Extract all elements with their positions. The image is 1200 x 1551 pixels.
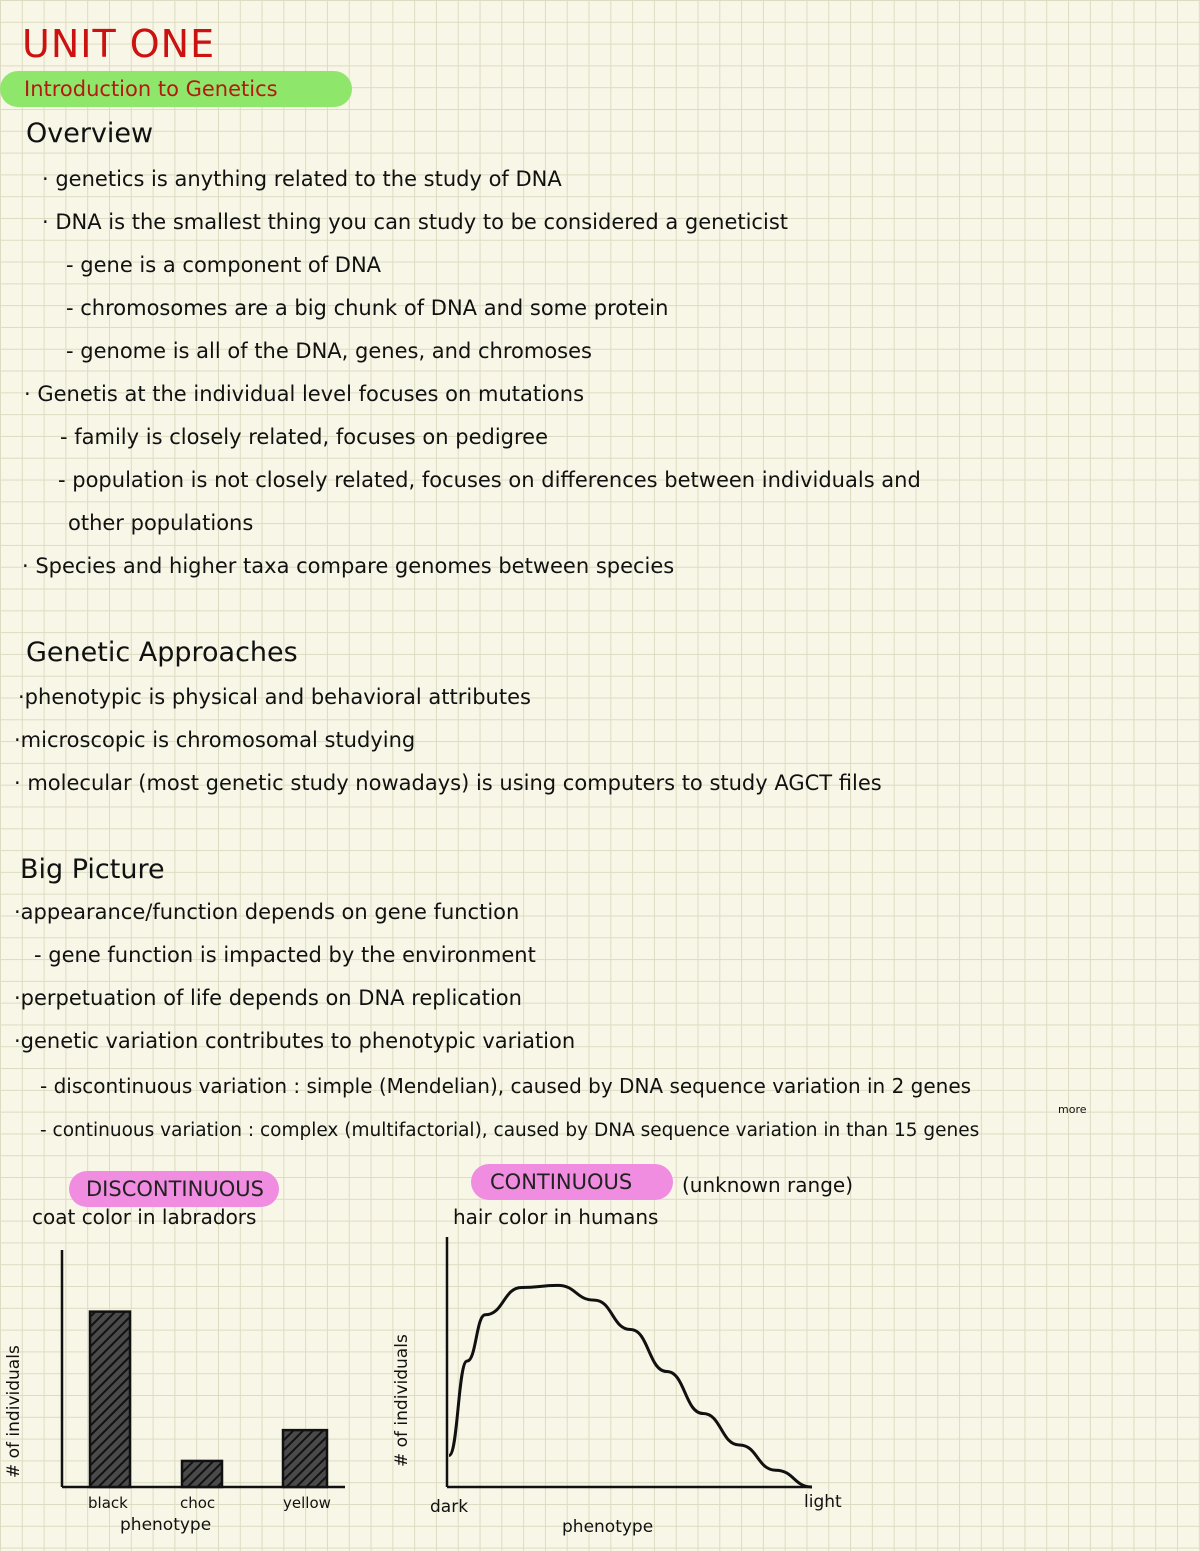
overview-line: - family is closely related, focuses on pedigree — [60, 425, 549, 449]
discontinuous-label: DISCONTINUOUS — [86, 1177, 264, 1201]
continuous-curve — [449, 1285, 812, 1487]
overview-line: · DNA is the smallest thing you can study to be considered a geneticist — [42, 210, 788, 234]
approaches-heading: Genetic Approaches — [26, 637, 298, 668]
bar-category-label: yellow — [283, 1494, 331, 1512]
bar-category-label: black — [88, 1494, 128, 1512]
overview-line: · Genetis at the individual level focuses on mutations — [24, 382, 585, 406]
continuous-note: (unknown range) — [682, 1173, 853, 1197]
discontinuous-caption: coat color in labradors — [32, 1205, 257, 1229]
approaches-line: ·microscopic is chromosomal studying — [14, 728, 416, 752]
bar-chart-xlabel: phenotype — [120, 1515, 212, 1535]
big-picture-line: - gene function is impacted by the environment — [34, 943, 536, 967]
overview-line: - population is not closely related, focuses on differences between individuals and — [58, 468, 921, 492]
overview-heading: Overview — [26, 118, 154, 149]
overview-line: other populations — [68, 511, 254, 535]
margin-note: more — [1058, 1103, 1087, 1116]
big-picture-line: - discontinuous variation : simple (Mendelian), caused by DNA sequence variation in 2 genes — [40, 1074, 972, 1098]
bar-black — [90, 1312, 130, 1487]
big-picture-line: ·perpetuation of life depends on DNA replication — [14, 986, 522, 1010]
overview-line: - chromosomes are a big chunk of DNA and some protein — [66, 296, 669, 320]
line-chart-x-right: light — [804, 1492, 842, 1512]
overview-line: - genome is all of the DNA, genes, and chromoses — [66, 339, 592, 363]
approaches-line: · molecular (most genetic study nowadays) is using computers to study AGCT files — [14, 771, 882, 795]
bar-chart-ylabel: # of individuals — [4, 1345, 24, 1478]
overview-line: - gene is a component of DNA — [66, 253, 382, 277]
unit-title: UNIT ONE — [22, 22, 216, 66]
bar-yellow — [283, 1430, 327, 1487]
bar-category-label: choc — [180, 1494, 216, 1512]
approaches-line: ·phenotypic is physical and behavioral attributes — [18, 685, 531, 709]
continuous-caption: hair color in humans — [453, 1205, 659, 1229]
big-picture-line: ·appearance/function depends on gene function — [14, 900, 520, 924]
big-picture-line: - continuous variation : complex (multifactorial), caused by DNA sequence variation in than 15 genes — [40, 1120, 980, 1141]
overview-line: · Species and higher taxa compare genomes between species — [22, 554, 675, 578]
bar-choc — [182, 1461, 222, 1487]
line-chart-xlabel: phenotype — [562, 1517, 654, 1537]
overview-line: · genetics is anything related to the study of DNA — [42, 167, 562, 191]
line-chart-x-left: dark — [430, 1497, 469, 1517]
big-picture-line: ·genetic variation contributes to phenotypic variation — [14, 1029, 576, 1053]
line-chart-ylabel: # of individuals — [392, 1334, 412, 1467]
continuous-label: CONTINUOUS — [490, 1170, 633, 1194]
big-picture-heading: Big Picture — [20, 854, 165, 885]
subtitle: Introduction to Genetics — [24, 77, 278, 101]
